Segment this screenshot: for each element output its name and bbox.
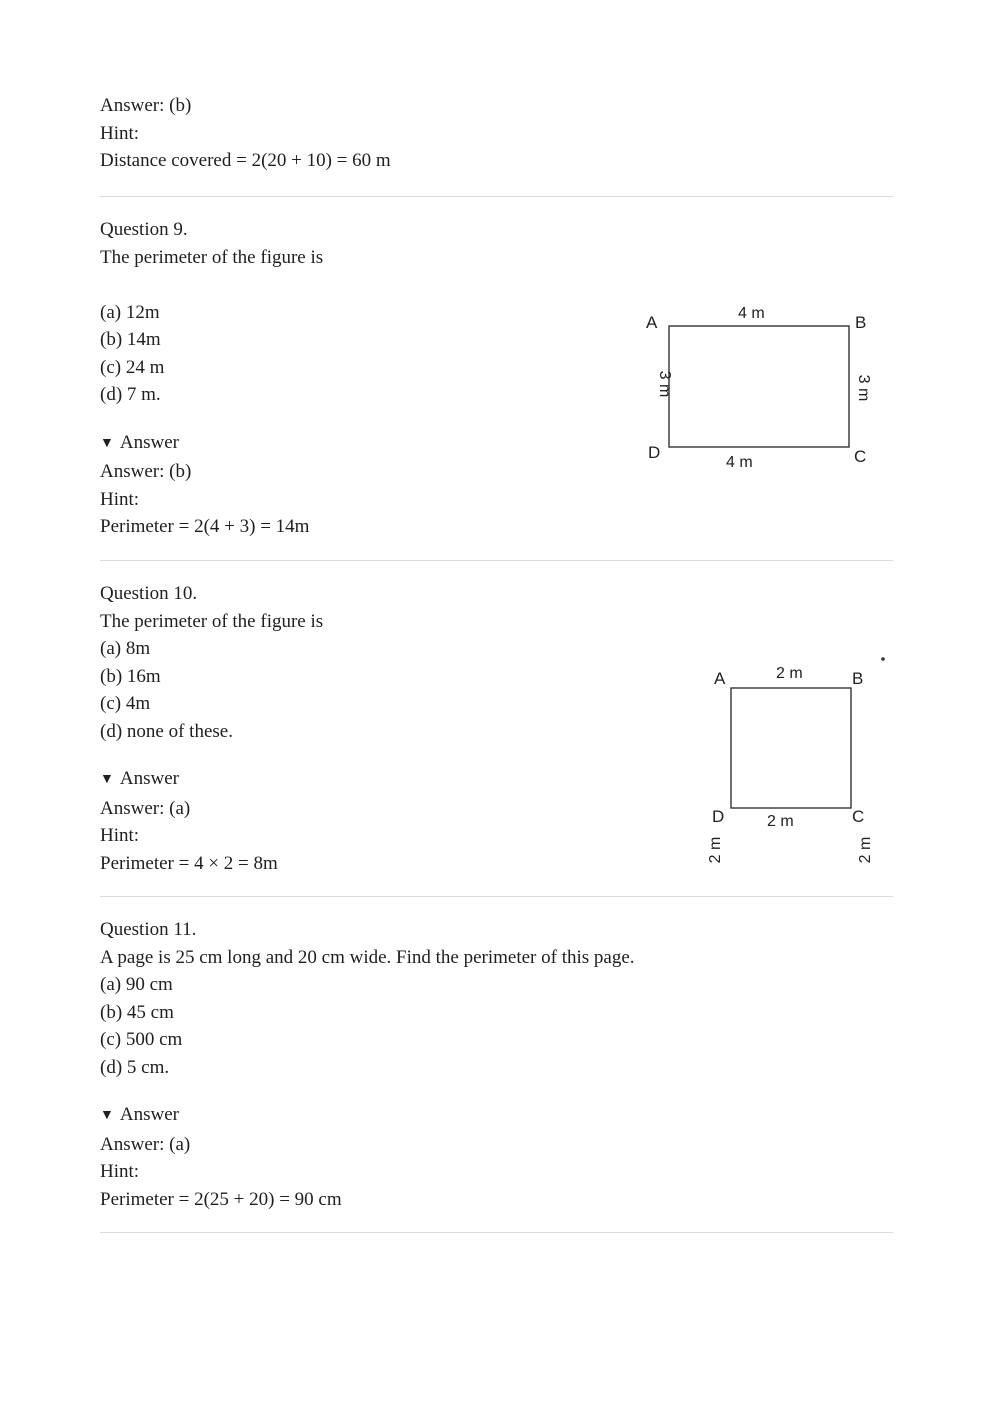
question-11 — [100, 916, 893, 1213]
vertex-c: C — [852, 807, 865, 826]
answer-text: Answer: (a) — [100, 797, 191, 819]
vertex-a: A — [646, 313, 658, 332]
question-text: The perimeter of the figure is — [100, 610, 324, 632]
divider — [100, 196, 893, 197]
vertex-c: C — [854, 447, 867, 466]
rectangle-shape — [669, 326, 849, 447]
square-figure-q10 — [700, 652, 900, 864]
bottom-side-label: 4 m — [726, 454, 753, 471]
previous-answer-block — [100, 92, 893, 175]
option-d: (d) 5 cm. — [100, 1056, 170, 1078]
option-d: (d) none of these. — [100, 720, 233, 742]
vertex-d: D — [648, 443, 661, 462]
triangle-down-icon: ▼ — [100, 435, 114, 451]
triangle-down-icon: ▼ — [100, 1108, 114, 1123]
hint-label: Hint: — [100, 825, 140, 846]
right-side-label: 2 m — [857, 836, 874, 864]
vertex-b: B — [855, 313, 867, 332]
question-title: Question 10. — [100, 583, 198, 604]
hint-label: Hint: — [100, 122, 140, 144]
option-b: (b) 14m — [100, 329, 161, 350]
bottom-side-label: 2 m — [767, 813, 794, 830]
rectangle-figure-q9 — [640, 296, 880, 476]
solution-text: Distance covered = 2(20 + 10) = 60 m — [100, 150, 391, 171]
vertex-a: A — [714, 669, 726, 688]
option-c: (c) 500 cm — [100, 1029, 183, 1050]
solution-text: Perimeter = 4 × 2 = 8m — [100, 852, 278, 874]
option-c: (c) 4m — [100, 693, 151, 714]
vertex-b: B — [852, 669, 864, 688]
left-side-label: 2 m — [707, 836, 724, 864]
answer-text: Answer: (b) — [100, 95, 192, 116]
solution-text: Perimeter = 2(25 + 20) = 90 cm — [100, 1188, 342, 1210]
divider — [100, 560, 893, 561]
option-b: (b) 16m — [100, 665, 161, 687]
question-text: The perimeter of the figure is — [100, 246, 324, 268]
option-c: (c) 24 m — [100, 356, 165, 378]
answer-toggle[interactable]: ▼ Answer — [100, 1104, 179, 1125]
option-a: (a) 90 cm — [100, 974, 173, 995]
vertex-d: D — [712, 807, 725, 826]
hint-label: Hint: — [100, 488, 140, 510]
triangle-down-icon: ▼ — [100, 772, 114, 787]
right-side-label: 3 m — [855, 374, 872, 402]
option-d: (d) 7 m. — [100, 384, 161, 405]
question-text: A page is 25 cm long and 20 cm wide. Find the perimeter of this page. — [100, 946, 635, 968]
stray-dot — [881, 657, 885, 661]
hint-label: Hint: — [100, 1161, 140, 1182]
question-title: Question 9. — [100, 219, 188, 240]
solution-text: Perimeter = 2(4 + 3) = 14m — [100, 516, 310, 537]
divider — [100, 1232, 893, 1233]
answer-toggle[interactable]: ▼ Answer — [100, 768, 179, 789]
answer-toggle[interactable]: ▼ Answer — [100, 431, 179, 453]
answer-text: Answer: (b) — [100, 461, 192, 482]
divider — [100, 896, 893, 897]
option-a: (a) 8m — [100, 638, 151, 659]
question-title: Question 11. — [100, 919, 197, 940]
answer-text: Answer: (a) — [100, 1133, 191, 1155]
left-side-label: 3 m — [656, 370, 673, 398]
top-side-label: 2 m — [776, 665, 803, 682]
top-side-label: 4 m — [738, 305, 765, 322]
square-shape — [731, 688, 851, 808]
option-a: (a) 12m — [100, 301, 160, 323]
option-b: (b) 45 cm — [100, 1001, 174, 1023]
